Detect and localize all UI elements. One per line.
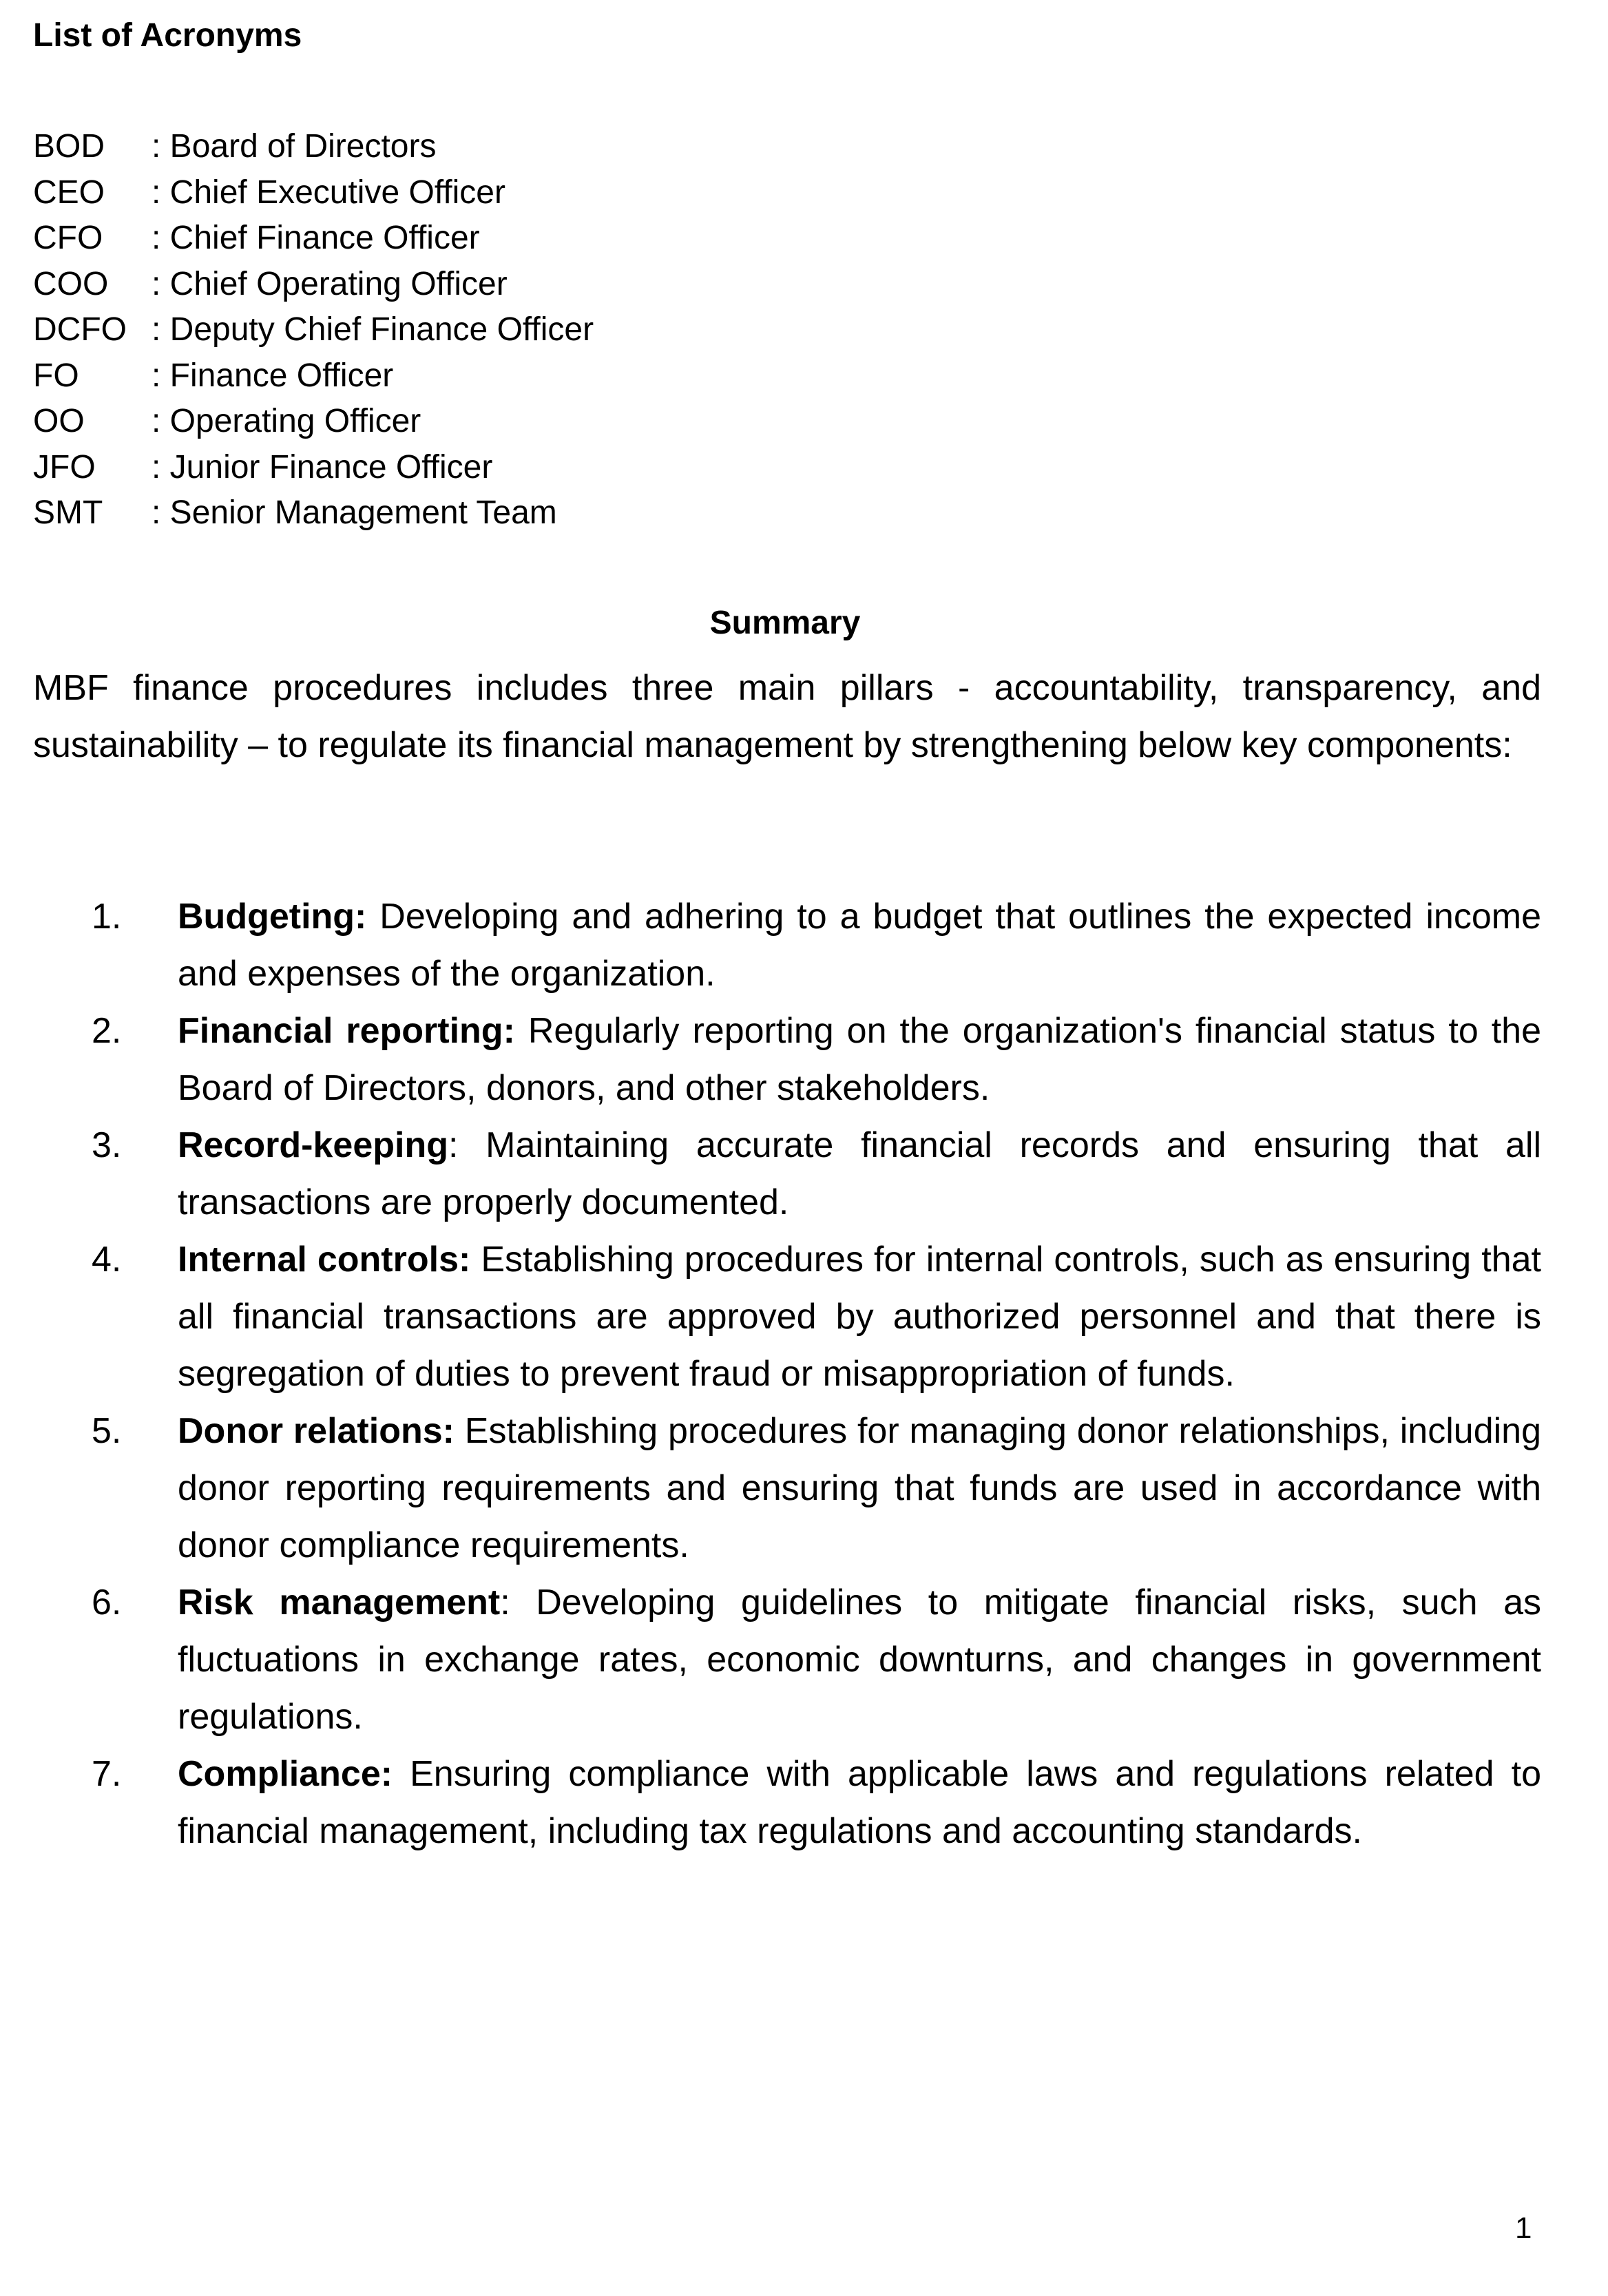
list-item-term: Budgeting:	[178, 897, 367, 937]
list-item	[33, 1746, 1541, 1860]
acronym-definition: : Junior Finance Officer	[152, 448, 493, 486]
summary-intro: MBF finance procedures includes three main pillars - accountability, transparency, and sustainability – to regulate its financial management by strengthening below key components:	[33, 668, 1541, 765]
list-item-text: : Maintaining accurate financial records and ensuring that all transactions are properly documented.	[178, 1125, 1541, 1222]
acronym-row	[33, 445, 594, 491]
acronym-definition: : Deputy Chief Finance Officer	[152, 311, 594, 348]
acronym-abbreviation: DCFO	[33, 311, 127, 348]
list-item-number: 2.	[92, 1011, 122, 1051]
acronym-row	[33, 490, 594, 536]
acronym-row	[33, 307, 594, 353]
acronyms-heading: List of Acronyms	[33, 17, 302, 54]
list-item	[33, 1117, 1541, 1231]
acronym-abbreviation: SMT	[33, 494, 103, 531]
list-item-number: 6.	[92, 1583, 122, 1622]
list-item-number: 1.	[92, 897, 122, 937]
list-item	[33, 1403, 1541, 1574]
acronym-row	[33, 170, 594, 216]
acronym-definition: : Finance Officer	[152, 357, 394, 394]
acronym-abbreviation: JFO	[33, 448, 96, 486]
acronym-abbreviation: FO	[33, 357, 79, 394]
list-item-term: Internal controls:	[178, 1240, 471, 1280]
list-item-number: 3.	[92, 1125, 122, 1165]
list-item	[33, 888, 1541, 1003]
page-number: 1	[1515, 2211, 1532, 2245]
acronym-abbreviation: OO	[33, 403, 85, 439]
list-item-text: Establishing procedures for managing donor relationships, including donor reporting requirements and ensuring that funds are used in accordance with donor compliance requirements.	[178, 1411, 1542, 1565]
acronym-row	[33, 124, 594, 170]
list-item-number: 7.	[92, 1754, 122, 1794]
list-item	[33, 1003, 1541, 1117]
list-item	[33, 1231, 1541, 1403]
acronym-definition: : Operating Officer	[152, 403, 421, 439]
summary-heading: Summary	[709, 605, 861, 641]
list-item-text: : Developing guidelines to mitigate financial risks, such as fluctuations in exchange rates, economic downturns, and changes in government regulations.	[178, 1583, 1541, 1737]
list-item-text: Ensuring compliance with applicable laws and regulations related to financial management, including tax regulations and accounting standards.	[178, 1754, 1541, 1851]
list-item-term: Compliance:	[178, 1754, 393, 1794]
acronym-row	[33, 216, 594, 262]
acronym-row	[33, 353, 594, 399]
list-item-number: 4.	[92, 1240, 122, 1280]
acronym-definition: : Chief Finance Officer	[152, 220, 480, 256]
list-item-text: Regularly reporting on the organization's financial status to the Board of Directors, donors, and other stakeholders.	[178, 1011, 1541, 1108]
list-item-number: 5.	[92, 1411, 122, 1451]
acronym-abbreviation: CEO	[33, 174, 105, 211]
list-item-term: Financial reporting:	[178, 1011, 515, 1051]
acronym-abbreviation: COO	[33, 265, 109, 302]
acronym-abbreviation: BOD	[33, 128, 105, 165]
list-item-text: Developing and adhering to a budget that outlines the expected income and expenses of the organization.	[178, 897, 1541, 994]
acronym-list	[33, 124, 594, 536]
acronym-row	[33, 262, 594, 308]
acronym-definition: : Chief Operating Officer	[152, 265, 508, 302]
acronym-definition: : Senior Management Team	[152, 494, 557, 531]
list-item-term: Risk management	[178, 1583, 501, 1622]
list-item-term: Record-keeping	[178, 1125, 448, 1165]
acronym-definition: : Chief Executive Officer	[152, 174, 505, 211]
list-item-text: Establishing procedures for internal controls, such as ensuring that all financial transactions are approved by authorized personnel and that there is segregation of duties to prevent fraud or misappropriation of funds.	[178, 1240, 1541, 1394]
acronym-abbreviation: CFO	[33, 220, 103, 256]
list-item	[33, 1574, 1541, 1746]
components-list	[33, 888, 1541, 1860]
acronym-definition: : Board of Directors	[152, 128, 437, 165]
list-item-term: Donor relations:	[178, 1411, 455, 1451]
acronym-row	[33, 399, 594, 445]
